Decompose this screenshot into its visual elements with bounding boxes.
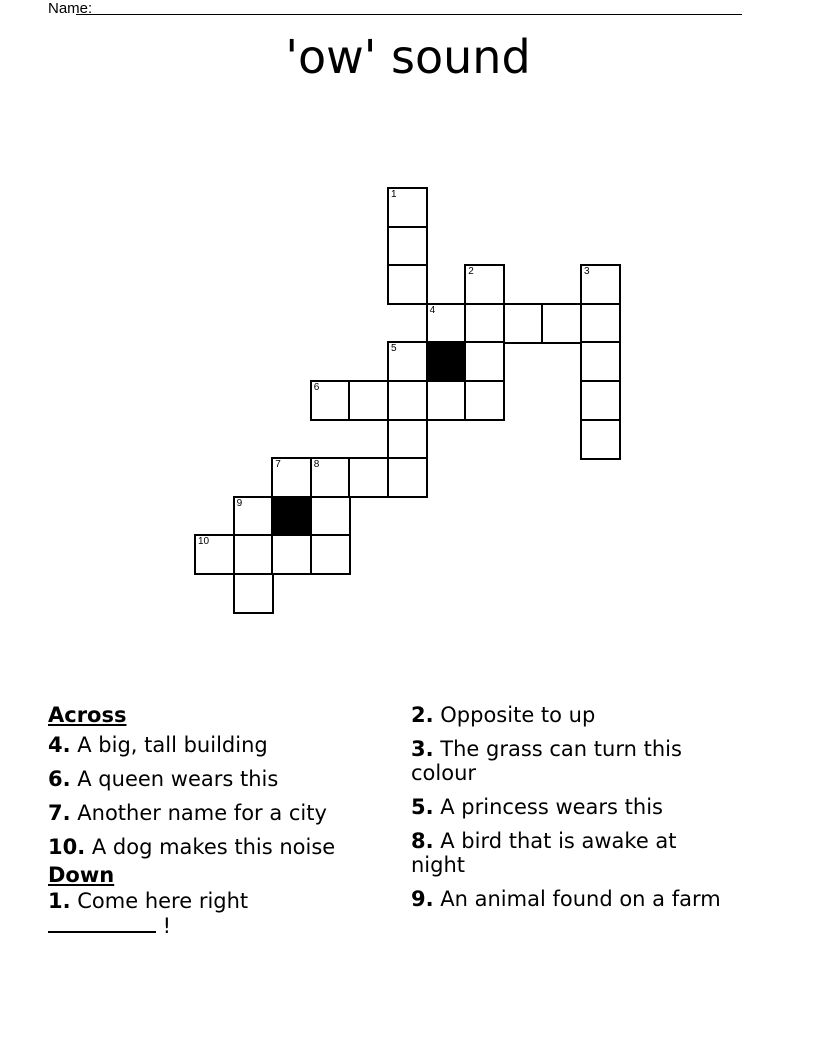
cell-number: 4 [429, 304, 436, 316]
clue-across-4: 4. A big, tall building [48, 733, 268, 757]
crossword-cell[interactable] [310, 457, 351, 498]
cell-number: 1 [391, 189, 397, 200]
crossword-cell[interactable] [387, 457, 428, 498]
crossword-cell[interactable] [194, 534, 235, 575]
crossword-cell[interactable] [271, 534, 312, 575]
crossword-cell[interactable] [580, 380, 621, 421]
name-label: Name: [48, 0, 93, 17]
down-heading: Down [48, 863, 115, 887]
crossword-cell[interactable] [426, 380, 467, 421]
cell-number: 10 [198, 536, 210, 548]
cell-number: 7 [275, 459, 281, 471]
clue-across-7: 7. Another name for a city [48, 801, 327, 825]
clue-down-2: 2. Opposite to up [411, 703, 596, 727]
clue-down-9: 9. An animal found on a farm [411, 887, 721, 911]
crossword-cell[interactable] [348, 380, 389, 421]
crossword-cell[interactable] [387, 380, 428, 421]
crossword-cell[interactable] [387, 341, 428, 382]
crossword-cell[interactable] [426, 303, 467, 344]
black-cell [426, 341, 467, 382]
crossword-cell[interactable] [580, 341, 621, 382]
cell-number: 8 [313, 459, 320, 471]
clue-down-5: 5. A princess wears this [411, 795, 663, 819]
crossword-cell[interactable] [348, 457, 389, 498]
crossword-cell[interactable] [387, 226, 428, 267]
crossword-cell[interactable] [580, 303, 621, 344]
cell-number: 9 [236, 497, 243, 509]
clue-down-3: 3. The grass can turn this colour [411, 737, 682, 785]
page-title: 'ow' sound [285, 30, 531, 84]
crossword-cell[interactable] [503, 303, 544, 344]
cell-number: 5 [391, 343, 397, 355]
crossword-cell[interactable] [310, 534, 351, 575]
crossword-cell[interactable] [233, 534, 274, 575]
clue-across-6: 6. A queen wears this [48, 767, 279, 791]
crossword-cell[interactable] [310, 380, 351, 421]
clue-across-10: 10. A dog makes this noise [48, 835, 336, 859]
crossword-cell[interactable] [233, 496, 274, 537]
crossword-cell[interactable] [271, 457, 312, 498]
crossword-cell[interactable] [464, 303, 505, 344]
crossword-cell[interactable] [464, 341, 505, 382]
crossword-cell[interactable] [387, 264, 428, 305]
crossword-cell[interactable] [387, 187, 428, 228]
across-heading: Across [48, 703, 127, 727]
crossword-cell[interactable] [387, 419, 428, 460]
crossword-cell[interactable] [233, 573, 274, 614]
clue-down-1: 1. Come here right ! [48, 889, 249, 938]
crossword-cell[interactable] [580, 419, 621, 460]
crossword-cell[interactable] [464, 380, 505, 421]
cell-number: 6 [313, 382, 320, 393]
clues-right-column [411, 703, 731, 921]
crossword-cell[interactable] [580, 264, 621, 305]
crossword-cell[interactable] [310, 496, 351, 537]
crossword-cell[interactable] [464, 264, 505, 305]
black-cell [271, 496, 312, 537]
crossword-cell[interactable] [541, 303, 582, 344]
cell-number: 2 [468, 266, 474, 278]
clue-down-8: 8. A bird that is awake at night [411, 829, 677, 877]
answer-blank [48, 913, 156, 933]
clues-left-column [48, 703, 398, 948]
cell-number: 3 [584, 266, 590, 278]
